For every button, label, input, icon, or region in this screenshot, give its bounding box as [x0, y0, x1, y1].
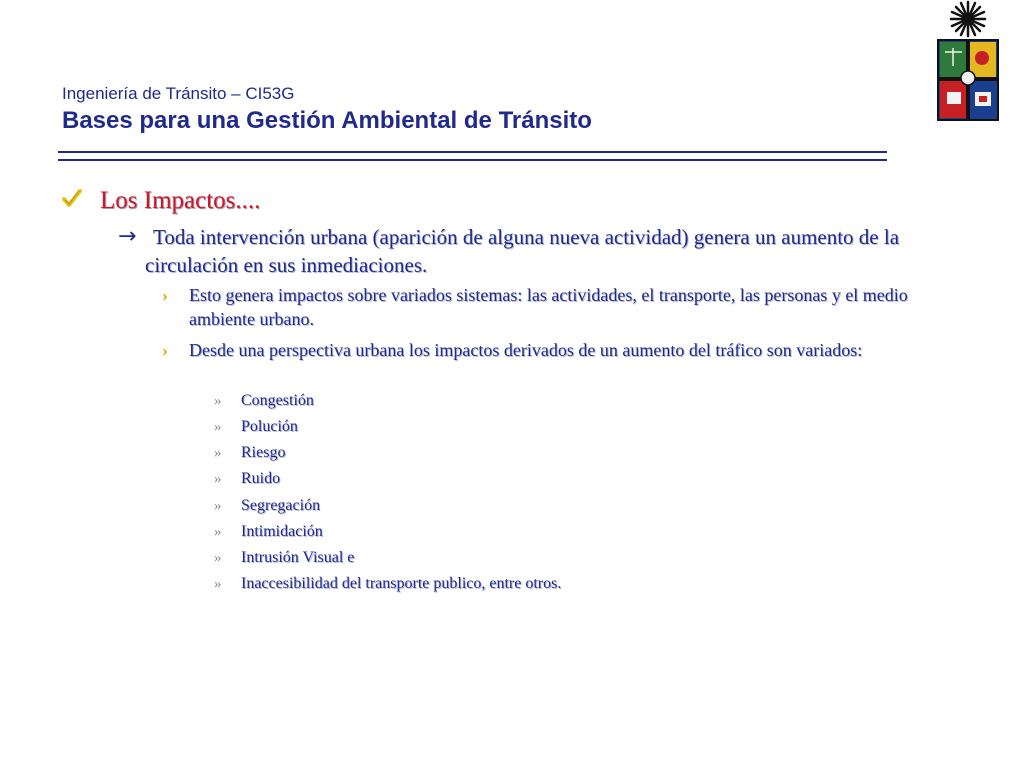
impact-item: Inaccesibilidad del transporte publico, entre otros. [241, 575, 562, 592]
impact-item: Congestión [241, 392, 314, 409]
list-item [214, 573, 814, 595]
double-chevron-icon: » [214, 576, 222, 592]
list-item [214, 547, 814, 569]
arrow-right-icon: → [118, 224, 137, 249]
chevron-right-icon: › [162, 340, 168, 360]
impact-item: Riesgo [241, 444, 286, 461]
impact-item: Intimidación [241, 523, 323, 540]
list-item [214, 390, 814, 412]
subpoint-text: Esto genera impactos sobre variados sistemas: las actividades, el transporte, las personas y el medio ambiente urbano. [189, 285, 908, 329]
double-chevron-icon: » [214, 550, 222, 566]
double-chevron-icon: » [214, 471, 222, 487]
list-item [214, 495, 814, 517]
double-chevron-icon: » [214, 393, 222, 409]
main-point-text: Toda intervención urbana (aparición de alguna nueva actividad) genera un aumento de la circulación en sus inmediaciones. [145, 225, 900, 277]
double-chevron-icon: » [214, 498, 222, 514]
double-chevron-icon: » [214, 419, 222, 435]
double-chevron-icon: » [214, 445, 222, 461]
list-item [214, 442, 814, 464]
check-mark-icon [62, 188, 82, 208]
impact-item: Segregación [241, 497, 321, 514]
section-heading: Los Impactos.... [100, 187, 261, 214]
impact-item: Polución [241, 418, 298, 435]
double-chevron-icon: » [214, 524, 222, 540]
list-item [214, 468, 814, 490]
impact-item: Intrusión Visual e [241, 549, 355, 566]
course-name: Ingeniería de Tránsito – CI53G [62, 84, 295, 103]
impact-item: Ruido [241, 470, 281, 487]
chevron-right-icon: › [162, 285, 168, 305]
list-item [214, 416, 814, 438]
slide-title: Bases para una Gestión Ambiental de Tránsito [62, 107, 592, 134]
subpoint-text: Desde una perspectiva urbana los impactos derivados de un aumento del tráfico son variados: [189, 340, 863, 360]
list-item [214, 521, 814, 543]
